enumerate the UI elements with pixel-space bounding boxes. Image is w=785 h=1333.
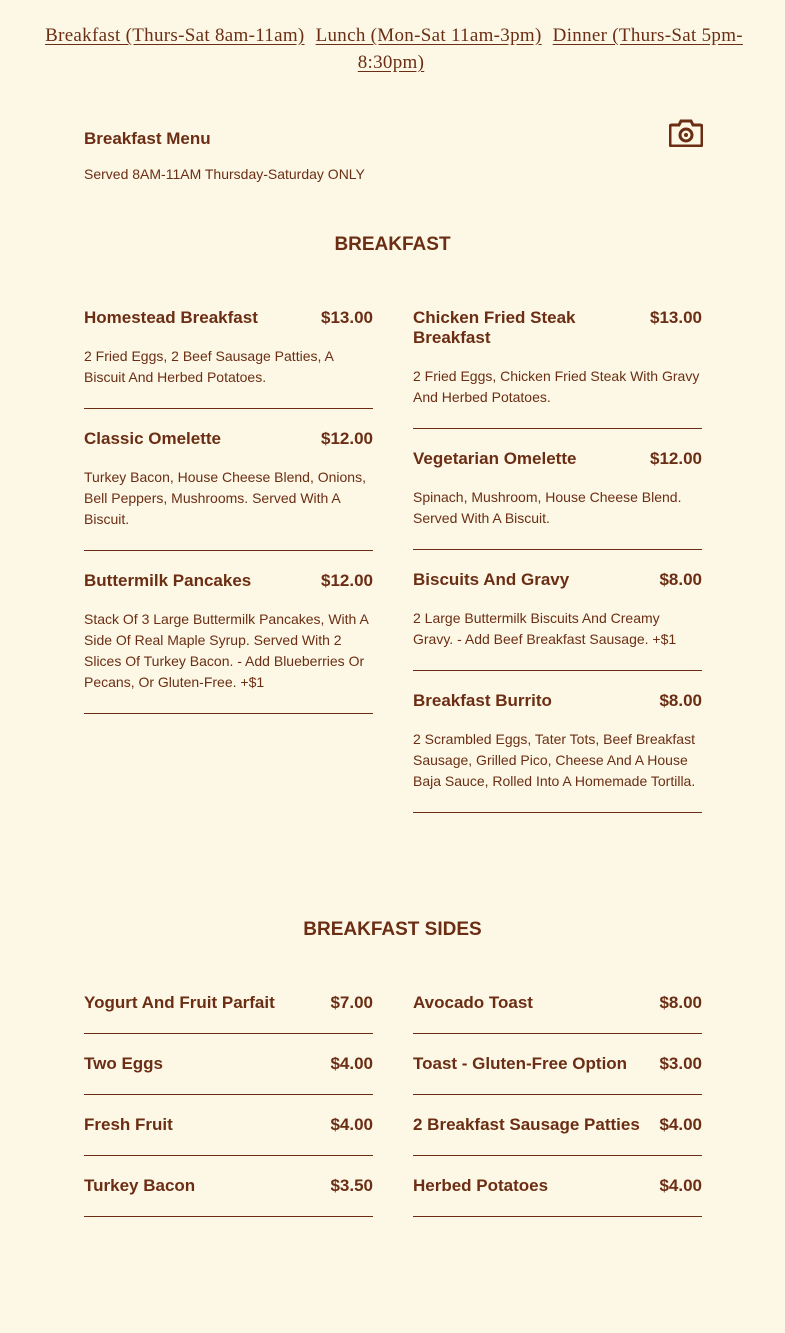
menu-subtitle: Served 8AM-11AM Thursday-Saturday ONLY <box>84 166 365 182</box>
sides-column-left <box>84 973 373 1217</box>
menu-item-price: $3.50 <box>330 1176 373 1195</box>
menu-item-name: Classic Omelette <box>84 429 222 448</box>
breakfast-column-left <box>84 288 373 714</box>
menu-item <box>413 550 702 671</box>
menu-item-description: Stack Of 3 Large Buttermilk Pancakes, With A Side Of Real Maple Syrup. Served With 2 Slices Of Turkey Bacon. - Add Blueberries Or Pecans, Or Gluten-Free. +$1 <box>84 611 369 690</box>
menu-item <box>413 288 702 429</box>
menu-item <box>413 1095 702 1156</box>
menu-item <box>84 551 373 714</box>
menu-item-name: Homestead Breakfast <box>84 308 258 327</box>
menu-item-header <box>413 691 702 711</box>
menu-item-price: $8.00 <box>659 570 702 589</box>
menu-item-price: $13.00 <box>321 308 373 327</box>
nav-link-breakfast[interactable]: Breakfast (Thurs-Sat 8am-11am) <box>45 25 305 46</box>
menu-item <box>84 1034 373 1095</box>
menu-item-header <box>413 1176 702 1216</box>
menu-item-price: $4.00 <box>330 1054 373 1073</box>
menu-item-price: $12.00 <box>321 429 373 448</box>
menu-item-name: Biscuits And Gravy <box>413 570 570 589</box>
menu-item-header <box>413 570 702 590</box>
menu-item-name: Yogurt And Fruit Parfait <box>84 993 275 1012</box>
menu-item <box>413 671 702 813</box>
menu-item-name: Vegetarian Omelette <box>413 449 577 468</box>
menu-item <box>84 1156 373 1217</box>
menu-item-header <box>84 1176 373 1216</box>
menu-item <box>413 429 702 550</box>
menu-item <box>84 409 373 551</box>
menu-item <box>413 1156 702 1217</box>
menu-item-header <box>84 1115 373 1155</box>
menu-item-header <box>413 308 702 348</box>
menu-item-description: 2 Fried Eggs, Chicken Fried Steak With Gravy And Herbed Potatoes. <box>413 368 700 405</box>
menu-item-description: Spinach, Mushroom, House Cheese Blend. Served With A Biscuit. <box>413 489 682 526</box>
menu-item-price: $4.00 <box>330 1115 373 1134</box>
section-title-breakfast: BREAKFAST <box>334 234 451 255</box>
nav-link-lunch[interactable]: Lunch (Mon-Sat 11am-3pm) <box>315 25 542 46</box>
menu-item-price: $12.00 <box>650 449 702 468</box>
menu-item-header <box>413 1115 702 1155</box>
sides-column-right <box>413 973 702 1217</box>
top-navigation <box>20 22 765 76</box>
menu-item-name: Chicken Fried Steak Breakfast <box>413 308 576 347</box>
menu-item-header <box>84 993 373 1033</box>
camera-icon[interactable] <box>669 119 703 147</box>
menu-item-header <box>413 449 702 469</box>
section-title-sides: BREAKFAST SIDES <box>303 919 482 940</box>
menu-item-price: $12.00 <box>321 571 373 590</box>
menu-item-price: $8.00 <box>659 993 702 1012</box>
menu-item-header <box>84 571 373 591</box>
menu-item-description: Turkey Bacon, House Cheese Blend, Onions, Bell Peppers, Mushrooms. Served With A Biscuit. <box>84 469 366 527</box>
menu-item-header <box>84 308 373 328</box>
menu-item <box>84 973 373 1034</box>
menu-item-price: $4.00 <box>659 1115 702 1134</box>
menu-title: Breakfast Menu <box>84 129 211 148</box>
menu-item-name: Avocado Toast <box>413 993 533 1012</box>
menu-item-price: $7.00 <box>330 993 373 1012</box>
menu-item-name: Two Eggs <box>84 1054 164 1073</box>
menu-item-header <box>413 993 702 1033</box>
menu-item-header <box>84 429 373 449</box>
menu-item-price: $3.00 <box>659 1054 702 1073</box>
menu-item <box>413 1034 702 1095</box>
menu-item-name: 2 Breakfast Sausage Patties <box>413 1115 640 1134</box>
menu-item-name: Toast - Gluten-Free Option <box>413 1054 628 1073</box>
menu-item-price: $8.00 <box>659 691 702 710</box>
menu-item-price: $4.00 <box>659 1176 702 1195</box>
nav-link-dinner[interactable]: Dinner (Thurs-Sat 5pm-8:30pm) <box>357 25 743 73</box>
menu-item-name: Buttermilk Pancakes <box>84 571 252 590</box>
menu-item-description: 2 Scrambled Eggs, Tater Tots, Beef Breakfast Sausage, Grilled Pico, Cheese And A House Baja Sauce, Rolled Into A Homemade Tortilla. <box>413 731 696 789</box>
menu-item <box>413 973 702 1034</box>
menu-item-description: 2 Large Buttermilk Biscuits And Creamy Gravy. - Add Beef Breakfast Sausage. +$1 <box>413 610 677 647</box>
menu-item-header <box>413 1054 702 1094</box>
menu-item-name: Turkey Bacon <box>84 1176 196 1195</box>
menu-item-header <box>84 1054 373 1094</box>
menu-item-name: Fresh Fruit <box>84 1115 173 1134</box>
menu-item <box>84 1095 373 1156</box>
menu-item-description: 2 Fried Eggs, 2 Beef Sausage Patties, A Biscuit And Herbed Potatoes. <box>84 348 334 385</box>
breakfast-column-right <box>413 288 702 813</box>
menu-item-price: $13.00 <box>650 308 702 327</box>
menu-item <box>84 288 373 409</box>
menu-item-name: Breakfast Burrito <box>413 691 552 710</box>
menu-item-name: Herbed Potatoes <box>413 1176 549 1195</box>
